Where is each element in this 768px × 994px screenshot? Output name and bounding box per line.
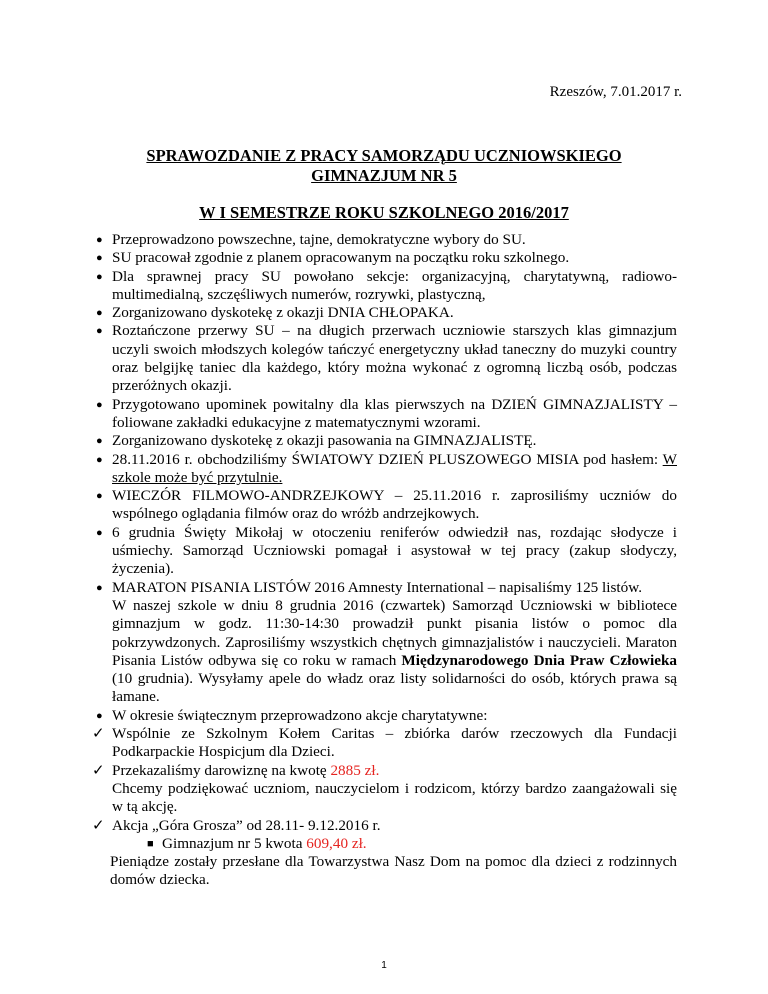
list-item: ● Dla sprawnej pracy SU powołano sekcje: organizacyjną, charytatywną, radiowo-multimedialną, szczęśliwych numerów, rozrywki, plastyczną,: [96, 267, 677, 303]
list-item-mikolaj: ● 6 grudnia Święty Mikołaj w otoczeniu reniferów odwiedził nas, rozdając słodycze i uśmiechy. Samorząd Uczniowski pomagał i asystował w tej pracy (zakup słodyczy, życzenia).: [96, 523, 677, 578]
sub-item-donation: ✓ Przekazaliśmy darowiznę na kwotę 2885 zł. Chcemy podziękować uczniom, nauczycielom i rodzicom, którzy bardzo zaangażowali się w tą akcję.: [92, 761, 677, 816]
collected-amount: 609,40 zł.: [306, 834, 367, 852]
bullet-dot-icon: ●: [96, 581, 103, 594]
sub-item-caritas: ✓ Wspólnie ze Szkolnym Kołem Caritas – zbiórka darów rzeczowych dla Fundacji Podkarpackie Hospicjum dla Dzieci.: [92, 725, 677, 761]
bullet-dot-icon: ●: [96, 252, 103, 265]
money-note: Pieniądze zostały przesłane dla Towarzystwa Nasz Dom na pomoc dla dzieci z rodzinnych domów dziecka.: [110, 853, 677, 889]
list-item: ● Roztańczone przerwy SU – na długich przerwach uczniowie starszych klas gimnazjum uczyli swoich młodszych kolegów tańczyć energetyczny układ taneczny do muzyki country oraz belgijkę taniec dla każdego, który można wykonać z ogromną liczbą osób, podczas przeróżnych okazji.: [96, 322, 677, 395]
bullet-dot-icon: ●: [96, 270, 103, 283]
list-item-maraton: ● MARATON PISANIA LISTÓW 2016 Amnesty International – napisaliśmy 125 listów. W naszej szkole w dniu 8 grudnia 2016 (czwartek) Samorząd Uczniowski w bibliotece gimnazjum w godz. 11:30-14:30 prowadził punkt pisania listów o pomoc dla pokrzywdzonych. Zaprosiliśmy wszystkich chętnych gimnazjalistów i nauczycieli. Maraton Pisania Listów odbywa się co roku w ramach Międzynarodowego Dnia Praw Człowieka (10 grudnia). Wysyłamy apele do władz oraz listy solidarności do osób, których prawa są łamane.: [96, 578, 678, 706]
activity-list: [96, 231, 678, 725]
gimnazjum-amount-item: ■ Gimnazjum nr 5 kwota 609,40 zł.: [147, 834, 367, 852]
bullet-dot-icon: ●: [96, 526, 103, 539]
bullet-dot-icon: ●: [96, 709, 103, 722]
bullet-dot-icon: ●: [96, 453, 103, 466]
report-title-line1: SPRAWOZDANIE Z PRACY SAMORZĄDU UCZNIOWSKIEGO: [146, 146, 622, 165]
list-item: ● Zorganizowano dyskotekę z okazji DNIA CHŁOPAKA.: [96, 304, 454, 322]
charity-sublist: [92, 725, 677, 835]
human-rights-day: Międzynarodowego Dnia Praw Człowieka: [401, 651, 678, 669]
bullet-dot-icon: ●: [96, 435, 103, 448]
checkmark-icon: ✓: [92, 816, 105, 834]
checkmark-icon: ✓: [92, 761, 105, 779]
list-item-misia: ● 28.11.2016 r. obchodziliśmy ŚWIATOWY DZIEŃ PLUSZOWEGO MISIA pod hasłem: W szkole może być przytulnie.: [96, 450, 677, 486]
bullet-dot-icon: ●: [96, 325, 103, 338]
bullet-dot-icon: ●: [96, 490, 103, 503]
list-item-wieczor: ● WIECZÓR FILMOWO-ANDRZEJKOWY – 25.11.2016 r. zaprosiliśmy uczniów do wspólnego oglądania filmów oraz do wróżb andrzejkowych.: [96, 487, 677, 523]
checkmark-icon: ✓: [92, 725, 105, 743]
thanks-text: Chcemy podziękować uczniom, nauczycielom i rodzicom, którzy bardzo zaangażowali się w tą akcję.: [112, 779, 677, 816]
motto-text: W szkole może być przytulnie.: [112, 450, 677, 486]
report-title-line2: GIMNAZJUM NR 5: [311, 166, 457, 185]
square-bullet-icon: ■: [147, 837, 154, 850]
donation-amount: 2885 zł.: [330, 761, 380, 779]
list-item: ● SU pracował zgodnie z planem opracowanym na początku roku szkolnego.: [96, 249, 570, 267]
list-item: ● Przygotowano upominek powitalny dla klas pierwszych na DZIEŃ GIMNAZJALISTY – foliowane zakładki edukacyjne z matematycznymi wzorami.: [96, 395, 677, 431]
list-item: ● Przeprowadzono powszechne, tajne, demokratyczne wybory do SU.: [96, 231, 526, 248]
list-item: ● Zorganizowano dyskotekę z okazji pasowania na GIMNAZJALISTĘ.: [96, 432, 537, 450]
document-date: Rzeszów, 7.01.2017 r.: [549, 84, 682, 100]
bullet-dot-icon: ●: [96, 234, 103, 246]
bullet-dot-icon: ●: [96, 307, 103, 320]
bullet-dot-icon: ●: [96, 398, 103, 411]
report-subtitle: W I SEMESTRZE ROKU SZKOLNEGO 2016/2017: [199, 203, 569, 222]
sub-item-gora-grosza: ✓ Akcja „Góra Grosza” od 28.11- 9.12.2016 r.: [92, 816, 381, 834]
report-content: [92, 231, 678, 890]
list-item-charity: ● W okresie świątecznym przeprowadzono akcje charytatywne:: [96, 706, 488, 724]
page-number: 1: [381, 960, 387, 971]
